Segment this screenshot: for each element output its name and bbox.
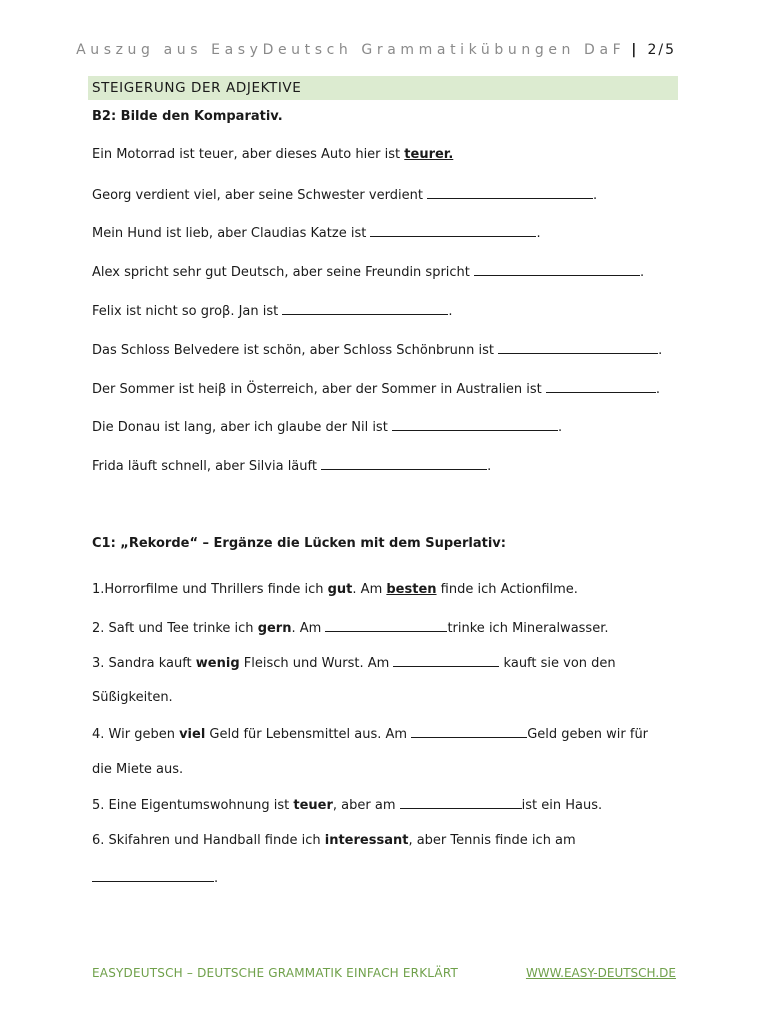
b2-item-suffix: . [655,382,660,397]
answer-blank[interactable] [411,725,527,738]
example-answer: teurer. [404,147,454,162]
c1-item-3 [92,654,616,671]
b2-item-6 [92,380,660,397]
c1-example-answer: besten [386,582,437,597]
header-title: Auszug aus EasyDeutsch Grammatikübungen DaF [76,42,626,58]
c1-adjective: viel [179,727,206,742]
c1-text: . Am [352,582,387,597]
c1-text: Geld für Lebensmittel aus. Am [205,727,412,742]
c1-adjective: gern [257,621,292,636]
c1-text: 3. Sandra kauft [92,656,196,671]
answer-blank[interactable] [321,457,487,470]
answer-blank[interactable] [546,380,656,393]
b2-item-text: Der Sommer ist heiβ in Österreich, aber der Sommer in Australien ist [92,382,546,397]
page-header [76,42,676,58]
b2-item-text: Alex spricht sehr gut Deutsch, aber seine Freundin spricht [92,265,475,280]
answer-blank[interactable] [427,186,593,199]
exercise-c1-heading: C1: „Rekorde“ – Ergänze die Lücken mit dem Superlativ: [92,536,506,551]
answer-blank[interactable] [370,224,536,237]
c1-item-4 [92,725,648,742]
b2-item-8 [92,457,491,474]
c1-item-3-continuation: Süßigkeiten. [92,690,173,705]
b2-item-text: Mein Hund ist lieb, aber Claudias Katze ist [92,226,371,241]
c1-item-6-continuation [92,869,218,886]
b2-item-3 [92,263,644,280]
c1-item-5 [92,796,602,813]
answer-blank[interactable] [498,341,658,354]
c1-text: ist ein Haus. [521,798,603,813]
c1-item-1 [92,582,578,597]
c1-text: 4. Wir geben [92,727,180,742]
b2-item-suffix: . [448,304,453,319]
c1-adjective: teuer [293,798,333,813]
c1-text: kauft sie von den [499,656,616,671]
answer-blank[interactable] [474,263,640,276]
b2-item-5 [92,341,662,358]
c1-text: trinke ich Mineralwasser. [447,621,609,636]
answer-blank[interactable] [393,654,499,667]
c1-text: Fleisch und Wurst. Am [239,656,394,671]
b2-item-suffix: . [593,188,598,203]
c1-text: . [214,871,219,886]
answer-blank[interactable] [400,796,522,809]
b2-item-2 [92,224,541,241]
b2-item-4 [92,302,453,319]
c1-text: finde ich Actionfilme. [436,582,578,597]
footer-brand: EASYDEUTSCH – DEUTSCHE GRAMMATIK EINFACH ERKLÄRT [92,966,459,980]
answer-blank[interactable] [325,619,447,632]
b2-item-suffix: . [487,459,492,474]
b2-item-text: Felix ist nicht so groβ. Jan ist [92,304,283,319]
c1-text: , aber am [332,798,400,813]
page-number: 2/5 [647,42,676,58]
c1-text: 2. Saft und Tee trinke ich [92,621,258,636]
b2-item-text: Das Schloss Belvedere ist schön, aber Schloss Schönbrunn ist [92,343,499,358]
b2-item-suffix: . [536,226,541,241]
c1-adjective: wenig [195,656,240,671]
c1-adjective: gut [327,582,353,597]
example-text: Ein Motorrad ist teuer, aber dieses Auto hier ist [92,147,405,162]
answer-blank[interactable] [392,418,558,431]
answer-blank[interactable] [92,869,214,882]
b2-item-suffix: . [640,265,645,280]
footer-website-link[interactable]: WWW.EASY-DEUTSCH.DE [525,966,676,980]
c1-item-4-continuation: die Miete aus. [92,762,184,777]
header-separator: | [631,42,639,58]
b2-item-suffix: . [658,343,663,358]
example-sentence [92,147,453,162]
c1-text: 1.Horrorfilme und Thrillers finde ich [92,582,328,597]
b2-item-text: Die Donau ist lang, aber ich glaube der Nil ist [92,420,392,435]
c1-adjective: interessant [324,833,409,848]
section-title: STEIGERUNG DER ADJEKTIVE [88,76,678,100]
c1-text: 5. Eine Eigentumswohnung ist [92,798,294,813]
c1-text: , aber Tennis finde ich am [408,833,576,848]
answer-blank[interactable] [282,302,448,315]
exercise-b2-heading: B2: Bilde den Komparativ. [92,109,283,124]
b2-item-1 [92,186,597,203]
b2-item-text: Frida läuft schnell, aber Silvia läuft [92,459,322,474]
c1-text: Geld geben wir für [527,727,649,742]
b2-item-text: Georg verdient viel, aber seine Schwester verdient [92,188,428,203]
b2-item-7 [92,418,562,435]
b2-item-suffix: . [557,420,563,435]
c1-text: . Am [291,621,326,636]
c1-item-6 [92,833,576,848]
c1-item-2 [92,619,609,636]
c1-text: 6. Skifahren und Handball finde ich [92,833,325,848]
